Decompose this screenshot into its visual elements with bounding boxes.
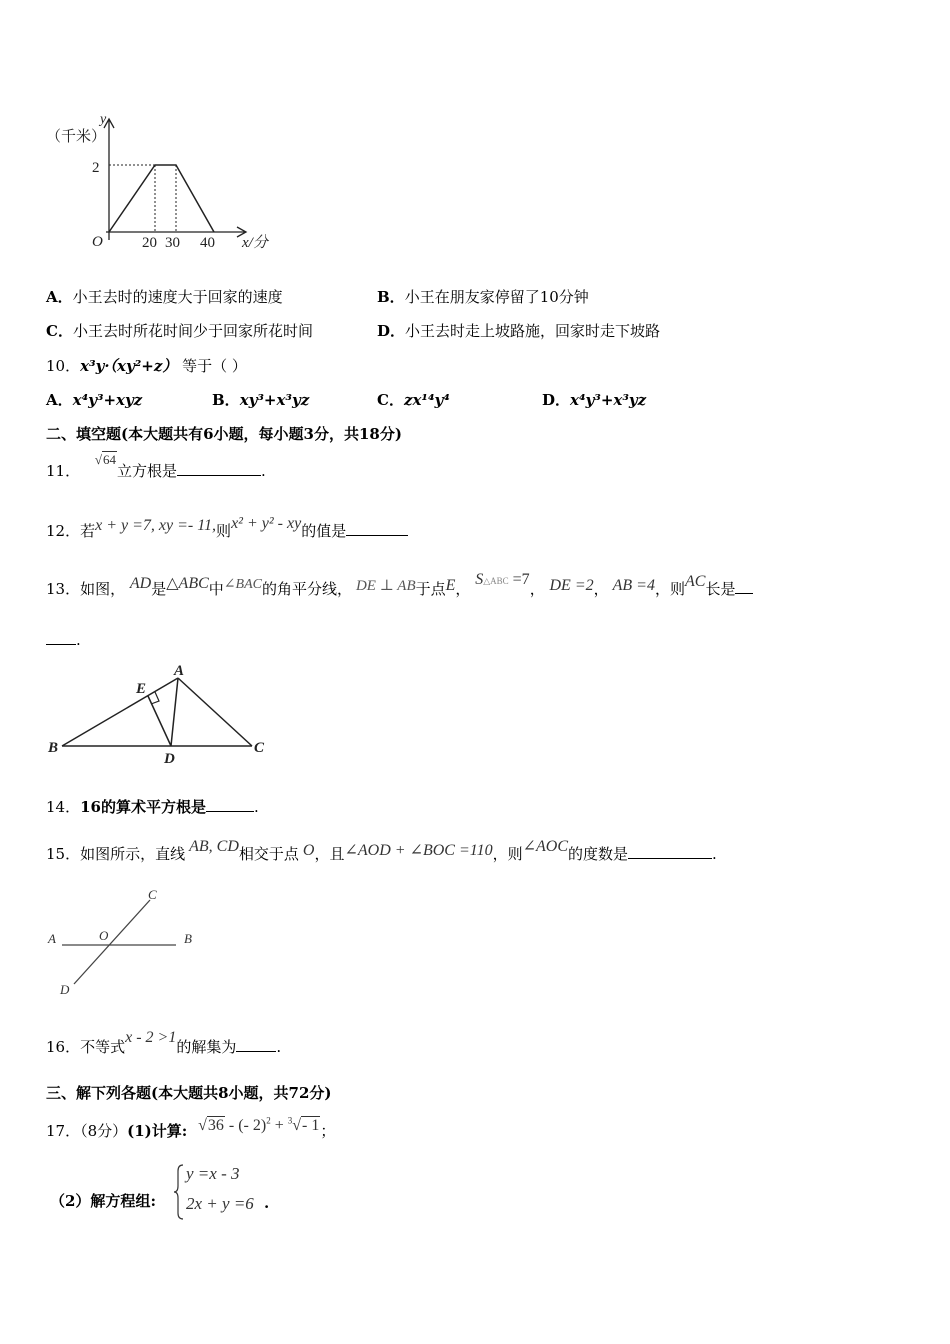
q17-end: . [264, 1194, 270, 1212]
q13-area-sub: △ABC [483, 576, 509, 586]
graph-y-unit: （千米） [46, 129, 107, 145]
q15-math-sum: ∠AOD + ∠BOC =110 [344, 842, 493, 859]
q17-expression: √36 - (- 2)$^2$ + $^3$√- 1 [198, 1115, 320, 1134]
q17-part-2 [50, 1190, 156, 1211]
q13-math-perp: DE ⊥ AB [355, 578, 416, 594]
q13-math-ad: AD [129, 575, 152, 592]
q10-expression: x³y·（xy²+z） [80, 357, 178, 375]
q15 [46, 838, 717, 864]
q12-condition: x + y =7, xy =- 11, [95, 517, 217, 534]
q13-number: 13． [46, 580, 81, 598]
q16 [46, 1029, 282, 1057]
q13-text-4: 于点 [415, 580, 446, 598]
q13-math-ab: AB =4 [612, 577, 655, 594]
q12-number: 12． [46, 522, 81, 540]
distance-time-graph [40, 108, 290, 258]
q13-text-6: ， [529, 580, 545, 598]
q10-option-a-text: x⁴y³+xyz [72, 391, 143, 409]
q13-math-triangle: △ABC [166, 575, 209, 592]
graph-origin: O [92, 234, 103, 250]
q10-number: 10． [46, 357, 81, 375]
q12-tail: 的值是 [301, 522, 347, 540]
q9-option-a-letter: A． [46, 288, 73, 306]
graph-x-tick-30: 30 [165, 235, 180, 251]
q17-part1-label: (1) [127, 1122, 152, 1140]
q11-answer-blank [177, 461, 261, 476]
q13-lead: 如图， [80, 580, 126, 598]
q13-area-value: =7 [512, 571, 530, 588]
lines-label-d: D [60, 982, 70, 997]
lines-label-a: A [48, 931, 56, 946]
triangle-label-a: A [174, 663, 185, 679]
q13-text-8: ，则 [654, 580, 685, 598]
triangle-label-d: D [164, 751, 175, 767]
lines-label-o: O [99, 928, 109, 943]
q9-option-c-letter: C． [46, 322, 73, 340]
q9-option-d-letter: D． [377, 322, 406, 340]
q13-text-2: 中 [208, 580, 224, 598]
q10-option-c [377, 389, 450, 410]
q13-end: . [76, 631, 81, 649]
q11-end: . [261, 462, 266, 480]
q10-option-d [542, 389, 646, 410]
triangle-side-ab [62, 678, 178, 746]
q12-then: 则 [216, 522, 232, 540]
q17-root-index: 3 [287, 1115, 293, 1126]
q17-middle: - (- 2) [228, 1117, 267, 1134]
graph-y-axis-label: y [100, 112, 107, 127]
q10-tail: 等于（ ） [182, 357, 247, 375]
q11 [46, 452, 266, 481]
q14-text: 16的算术平方根是 [80, 798, 206, 816]
graph-x-tick-20: 20 [142, 235, 157, 251]
q13-text-9: 长是 [705, 580, 736, 598]
q13 [46, 571, 753, 599]
intersecting-lines-figure [44, 882, 214, 1002]
triangle-label-c: C [254, 740, 265, 756]
q9-option-b-letter: B． [377, 288, 405, 306]
q13-answer-blank-2 [46, 630, 76, 645]
graph-x-tick-40: 40 [200, 235, 215, 251]
triangle-label-b: B [48, 740, 59, 756]
triangle-figure [44, 660, 274, 770]
graph-line [109, 165, 214, 232]
q17-calc-label: 计算: [151, 1122, 188, 1140]
q17-score: （8分） [80, 1122, 128, 1140]
q16-end: . [276, 1038, 282, 1056]
q17-equation-2: 2x + y =6 [186, 1194, 254, 1213]
q10-option-a-letter: A． [46, 391, 73, 409]
q13-text-5: ， [455, 580, 471, 598]
q17-equation-1: y =x - 3 [186, 1164, 240, 1183]
q9-option-d-text: 小王去时走上坡路施，回家时走下坡路 [405, 322, 661, 340]
q17-semicolon: ； [320, 1122, 336, 1140]
q9-option-b-text: 小王在朋友家停留了10分钟 [404, 288, 589, 306]
graph-x-axis-label: x/分 [242, 235, 268, 251]
q15-text-3: ，则 [492, 845, 523, 863]
q17-part-1 [46, 1115, 336, 1141]
triangle-label-e: E [136, 681, 147, 697]
q11-text: 立方根是 [117, 462, 178, 480]
q15-math-o: O [302, 842, 315, 859]
q14-answer-blank [206, 797, 254, 812]
q17-plus: + [274, 1117, 284, 1134]
section-3-title: 三、解下列各题(本大题共8小题，共72分) [46, 1084, 332, 1102]
q10-option-d-text: x⁴y³+x³yz [570, 391, 647, 409]
q16-lead: 不等式 [80, 1038, 126, 1056]
q13-text-7: ， [593, 580, 609, 598]
q10-option-b-letter: B． [212, 391, 240, 409]
q17-radicand-1: 36 [207, 1117, 224, 1134]
q10-option-b [212, 389, 309, 410]
q13-area [475, 570, 529, 588]
q15-answer-blank [628, 844, 712, 859]
q15-number: 15． [46, 845, 81, 863]
lines-label-b: B [184, 931, 192, 946]
q9-option-c-text: 小王去时所花时间少于回家所花时间 [72, 322, 313, 340]
q10-option-d-letter: D． [542, 391, 571, 409]
q17-radicand-2: - 1 [302, 1117, 320, 1134]
q16-tail: 的解集为 [176, 1038, 237, 1056]
q9-option-a-text: 小王去时的速度大于回家的速度 [72, 288, 283, 306]
q15-text-1: 相交于点 [238, 845, 299, 863]
q17-exponent: 2 [266, 1115, 271, 1126]
triangle-side-ac [178, 678, 252, 746]
q13-continued [46, 630, 81, 649]
q17-part2-label: （2）解方程组: [50, 1192, 156, 1210]
q10-option-b-text: xy³+x³yz [239, 391, 310, 409]
q12-lead: 若 [80, 522, 96, 540]
q15-lead: 如图所示，直线 [80, 845, 186, 863]
q14-number: 14． [46, 798, 81, 816]
q11-radical: √64 [94, 452, 117, 467]
q9-option-c [46, 320, 313, 341]
line-cd [74, 900, 150, 984]
q13-math-ac: AC [684, 573, 706, 590]
q10-stem [46, 355, 247, 376]
triangle-segment-ad [171, 678, 178, 746]
q16-answer-blank [236, 1037, 276, 1052]
q15-text-4: 的度数是 [568, 845, 629, 863]
q17-number: 17． [46, 1122, 81, 1140]
q15-text-2: ，且 [314, 845, 345, 863]
q11-number: 11． [46, 462, 81, 480]
q13-text-3: 的角平分线， [261, 580, 352, 598]
q12-answer-blank [346, 521, 408, 536]
graph-y-tick: 2 [92, 160, 100, 176]
lines-label-c: C [148, 887, 157, 902]
q13-math-angle: ∠BAC [223, 577, 262, 592]
q14-end: . [253, 798, 259, 816]
q13-math-de: DE =2 [549, 577, 594, 594]
q9-option-b [377, 286, 589, 307]
q13-area-s: S [475, 571, 484, 588]
q14 [46, 796, 259, 817]
q16-number: 16． [46, 1038, 81, 1056]
q16-expression: x - 2 >1 [125, 1029, 177, 1046]
q15-end: . [712, 845, 717, 863]
system-brace [174, 1164, 184, 1220]
q15-math-angle: ∠AOC [522, 838, 569, 855]
q9-option-a [46, 286, 283, 307]
q10-option-a [46, 389, 142, 410]
q9-option-d [377, 320, 660, 341]
q10-option-c-letter: C． [377, 391, 404, 409]
q10-option-c-text: zx¹⁴y⁴ [403, 391, 450, 409]
q15-math-lines: AB, CD [189, 838, 239, 855]
q11-radicand: 64 [103, 452, 117, 467]
q13-answer-blank-1 [735, 579, 753, 594]
section-2-title: 二、填空题(本大题共有6小题，每小题3分，共18分) [46, 425, 402, 443]
q13-text-1: 是 [151, 580, 167, 598]
q13-math-e: E [445, 577, 456, 594]
q12-expression: x² + y² - xy [231, 515, 302, 532]
q12 [46, 515, 408, 541]
